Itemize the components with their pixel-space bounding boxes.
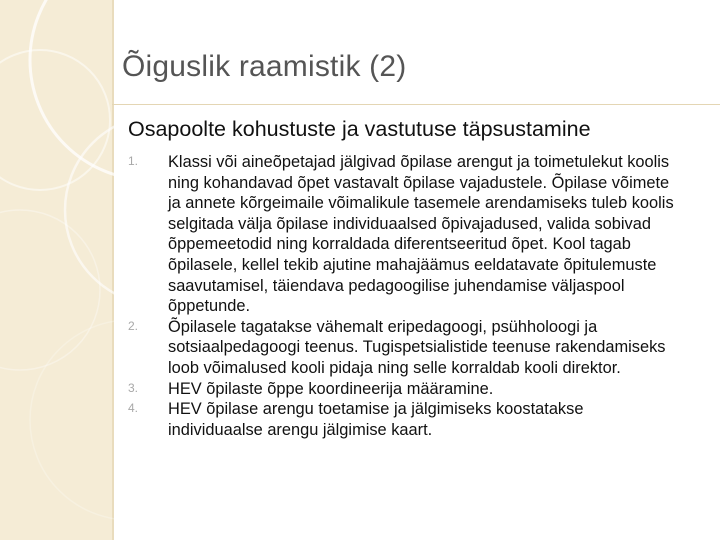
numbered-list [128,152,676,440]
list-item-number: 1. [128,154,139,168]
list-item-number: 2. [128,318,139,333]
title-divider [112,104,720,105]
list-item [128,379,676,400]
list-item-text: Klassi või aineõpetajad jälgivad õpilase arengut ja toimetulekut koolis ning kohandavad õpet vastavalt õpilase vajadustele. Õpilase võimete ja annete kõrgeimaile võimalikule tasemele arendamiseks tuleb koolis selgitada välja õpilase individuaalsed õpivajadused, valida sobivad õppemeetodid ning korraldada diferentseeritud õpet. Kool tagab õpilasele, kellel tekib ajutine mahajäämus eeldatavate õpitulemuste saavutamisel, täiendava pedagoogilise juhendamise väljaspool õppetunde. [168,153,674,316]
list-item-number: 3. [128,380,139,395]
list-item [128,152,676,317]
slide-title: Õiguslik raamistik (2) [122,50,407,83]
slide-subtitle: Osapoolte kohustuste ja vastutuse täpsustamine [128,117,591,141]
decorative-circles-icon [0,0,114,540]
list-item [128,317,676,379]
list-item-text: HEV õpilaste õppe koordineerija määramine. [168,379,494,398]
list-item-number: 4. [128,401,139,416]
list-item-text: HEV õpilase arengu toetamise ja jälgimiseks koostatakse individuaalse arengu jälgimise kaart. [168,400,584,439]
list-item [128,399,676,440]
list-item-text: Õpilasele tagatakse vähemalt eripedagoogi, psühholoogi ja sotsiaalpedagoogi teenus. Tugispetsialistide teenuse rakendamiseks loob võimalused kooli pidaja ning selle korraldab kooli direktor. [168,317,666,377]
